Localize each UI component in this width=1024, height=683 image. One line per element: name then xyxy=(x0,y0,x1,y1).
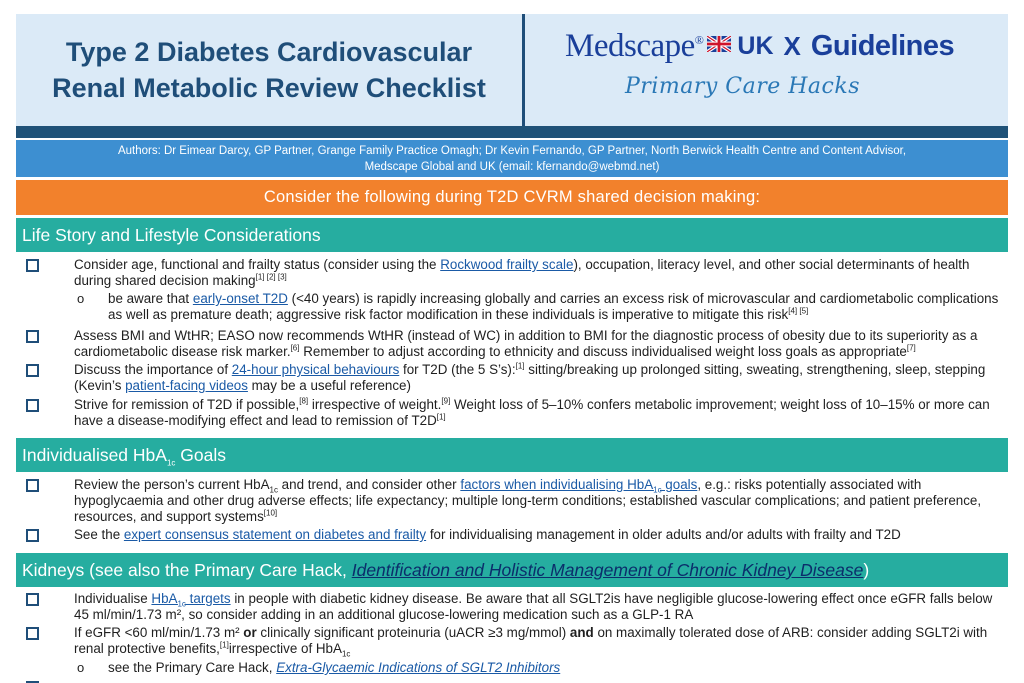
ckd-primary-care-hack-link[interactable]: Identification and Holistic Management of Chronic Kidney Disease xyxy=(351,560,864,580)
primary-care-hacks-tagline: Primary Care Hacks xyxy=(625,74,860,99)
item-text: Individualise HbA$_{1c}$ targets in people with diabetic kidney disease. Be aware that all SGLT2is have negligible glucose-lowering effect once eGFR falls below 45 ml/min/1.73 m², so consider adding in an additional glucose-lowering medication such as a GLP-1 RA xyxy=(74,591,993,622)
title-line-1: Type 2 Diabetes Cardiovascular xyxy=(65,37,473,67)
bullet-marker: o xyxy=(77,291,85,306)
authors-bar xyxy=(16,140,1008,177)
checkbox[interactable] xyxy=(26,529,39,542)
item-text: See the expert consensus statement on diabetes and frailty for individualising management in older adults and/or adults with frailty and T2D xyxy=(74,527,901,542)
section-heading-hba1c: Individualised HbA$_{1c}$ Goals xyxy=(16,438,1008,472)
early-onset-t2d-link[interactable]: early-onset T2D xyxy=(192,291,288,306)
checkbox[interactable] xyxy=(26,627,39,640)
authors-line-1: Authors: Dr Eimear Darcy, GP Partner, Grange Family Practice Omagh; Dr Kevin Fernando, GP Partner, North Berwick Health Centre and Content Advisor, xyxy=(117,145,907,157)
item-text: Discuss the importance of 24-hour physical behaviours for T2D (the 5 S’s):[1] sitting/breaking up prolonged sitting, sweating, strengthening, sleep, stepping (Kevin’s patient-facing videos may be a useful reference) xyxy=(74,361,986,393)
physical-behaviours-link[interactable]: 24-hour physical behaviours xyxy=(231,362,400,377)
checkbox[interactable] xyxy=(26,330,39,343)
rockwood-frailty-link[interactable]: Rockwood frailty scale xyxy=(440,257,574,272)
subitem-text: be aware that early-onset T2D (<40 years) is rapidly increasing globally and carries an excess risk of microvascular and cardiometabolic complications as well as premature death; aggressive risk factor modification in these individuals is imperative to mitigate this risk[4] [5] xyxy=(108,291,999,322)
item-text: Consider age, functional and frailty status (consider using the Rockwood frailty scale), occupation, literacy level, and other social determinants of health during shared decision making[1] [2] [3] xyxy=(74,257,970,288)
section-heading-lifestyle: Life Story and Lifestyle Considerations xyxy=(16,218,1008,252)
item-text: If eGFR <60 ml/min/1.73 m² or clinically significant proteinuria (uACR ≥3 mg/mmol) and on maximally tolerated dose of ARB: consider adding SGLT2i with renal protective benefits,[1]irrespective of HbA$_{1c}$ xyxy=(74,625,988,659)
checkbox[interactable] xyxy=(26,399,39,412)
decision-making-banner: Consider the following during T2D CVRM shared decision making: xyxy=(16,180,1008,215)
checklist-item xyxy=(16,397,1008,429)
collaboration-x: X xyxy=(783,31,801,61)
item-text: Review the person’s current HbA$_{1c}$ and trend, and consider other factors when individualising HbA$_{1c}$ goals, e.g.: risks potentially associated with hypoglycaemia and other drug adverse effects; life expectancy; multiple long-term conditions; established vascular complications; and patient preference, resources, and support systems[10] xyxy=(74,477,982,524)
checklist-subitem xyxy=(16,660,1008,676)
header-divider xyxy=(16,126,1008,138)
title-line-2: Renal Metabolic Review Checklist xyxy=(52,73,486,103)
uk-label: UK xyxy=(737,32,774,60)
document-title xyxy=(16,14,525,126)
checklist-item xyxy=(16,362,1008,394)
patient-videos-link[interactable]: patient-facing videos xyxy=(125,378,248,393)
medscape-logo: Medscape® xyxy=(565,28,704,64)
checkbox[interactable] xyxy=(26,593,39,606)
document-header xyxy=(16,14,1008,126)
checklist-item xyxy=(16,527,1008,543)
checkbox[interactable] xyxy=(26,479,39,492)
authors-line-2: Medscape Global and UK (email: kfernando@webmd.net) xyxy=(364,161,660,173)
section-heading-kidneys: Kidneys (see also the Primary Care Hack, Identification and Holistic Management of Chronic Kidney Disease) xyxy=(16,553,1008,587)
frailty-consensus-link[interactable]: expert consensus statement on diabetes and frailty xyxy=(123,527,427,542)
checkbox[interactable] xyxy=(26,364,39,377)
uk-flag-icon xyxy=(707,36,731,57)
item-text: Strive for remission of T2D if possible,[8] irrespective of weight.[9] Weight loss of 5–10% confers metabolic improvement; weight loss of 10–15% or more can have a disease-modifying effect and lead to remission of T2D[1] xyxy=(74,396,990,428)
checklist-item xyxy=(16,625,1008,657)
subitem-text: see the Primary Care Hack, Extra-Glycaemic Indications of SGLT2 Inhibitors xyxy=(108,660,561,675)
sglt2-indications-link[interactable]: Extra-Glycaemic Indications of SGLT2 Inhibitors xyxy=(276,660,561,675)
checklist-item xyxy=(16,591,1008,623)
checklist-item xyxy=(16,328,1008,360)
guidelines-logo: Guidelines xyxy=(810,30,955,62)
hba1c-targets-link[interactable]: HbA$_{1c}$ targets xyxy=(151,591,231,609)
checklist-item xyxy=(16,477,1008,525)
individualising-hba1c-link[interactable]: factors when individualising HbA$_{1c}$ goals xyxy=(460,477,698,495)
checkbox[interactable] xyxy=(26,259,39,272)
checklist-item xyxy=(16,257,1008,289)
brand-logos xyxy=(525,14,1008,126)
item-text: Assess BMI and WtHR; EASO now recommends WtHR (instead of WC) in addition to BMI for the diagnostic process of obesity due to its superiority as a cardiometabolic disease risk marker.[6] Remember to adjust according to ethnicity and discuss individualised weight loss goals as appropriate[7] xyxy=(74,328,978,359)
checklist-subitem xyxy=(16,291,1008,323)
brand-row xyxy=(565,28,954,65)
bullet-marker: o xyxy=(77,660,85,675)
